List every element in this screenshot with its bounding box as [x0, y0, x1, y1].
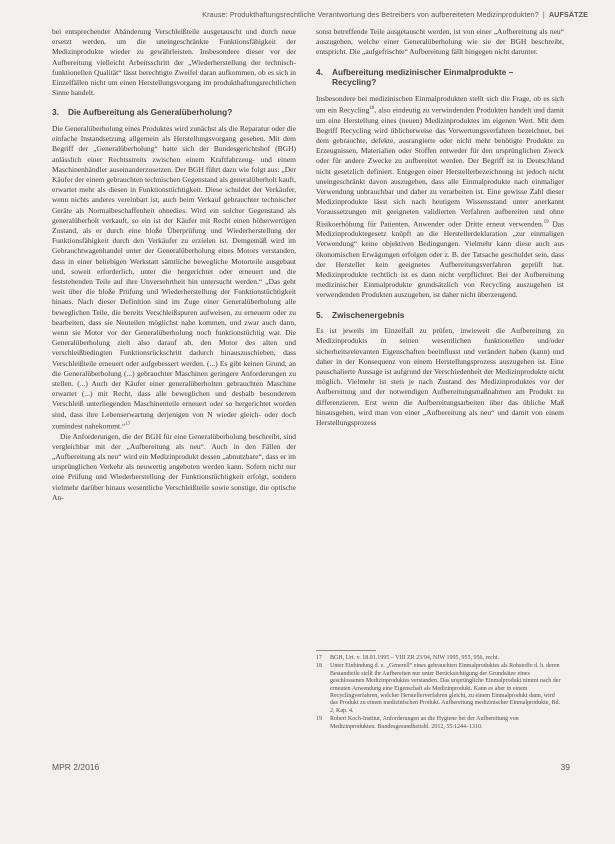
footnote-text: Unter Einbindung d. e. „Generell“ eines gebrauchten Einmalproduktes als Rohstoffe d. h. deren Bestandteile stellt ihr Aufbereiten nur unter Berücksichtigung der Grundsätze eines geschlossenen Medizinproduktes verstanden. Das ursprüngliche Einmalprodukt nimmt nach der erneuten Anwendung eine Eigenschaft als Medizinprodukt. Kann es aber in einem Recyclingverfahren, welcher Herstellerverfahren gleicht, zu einem Einmalprodukt dann, wird das Produkt zu einem medizinischen Produkt. Aufbereitung medizinischer Einmalprodukte, Bd. 2, Kap. 4.: [330, 663, 561, 714]
right-intro-paragraph: sonst betreffende Teile ausgetauscht werden, ist von einer „Aufbereitung als neu“ auszugehen, welche einer Generalüberholung wie sie der BGH beschreibt, entspricht. Die „aufgefrischte“ Aufbereitung fällt hingegen nicht darunter.: [316, 27, 564, 57]
left-column: [52, 27, 296, 503]
section-3-heading: [52, 107, 296, 118]
footnote-number: 18: [316, 663, 322, 670]
running-header: [0, 10, 588, 19]
footnote-ref-19: 19: [543, 219, 549, 225]
section-4-title: Aufbereitung medizinischer Einmalprodukte –: [332, 66, 514, 77]
footnote: [316, 655, 564, 662]
section-4-text-b: , also eindeutig zu verwindenden Produkten handelt und damit um eine Herstellung eines (neuen) Medizinproduktes im eigenen Wert. Mit dem Begriff Recycling wird üblicherweise das Verwertungsverfahren bezeichnet, bei dem gebrauchte, defekte, ausrangierte oder nicht mehr benötigte Produkte zu Erzeugnissen, Materialien oder Stoffen entweder für den ursprünglichen Zweck oder für andere Zwecke zu aufbereitet werden. Der Begriff ist in Deutschland nicht gesetzlich definiert. Entgegen einer Herstellerbezeichnung ist jedoch nicht uneingeschränkt davon auszugehen, dass alle Einmalprodukte nach einmaliger Verwendung unbrauchbar und daher zu verarbeiten ist. Eine gewisse Zahl dieser Medizinprodukte lässt sich nach heutigem Wissensstand unter anerkannt Voraussetzungen mit geeigneten validierten Verfahren aufbereiten und ohne Risikoerhöhung für Patienten, Anwender oder Dritte erneut verwenden.: [316, 105, 564, 229]
section-5-number: 5.: [316, 309, 323, 320]
footnote-number: 19: [316, 716, 322, 723]
footnote-ref-17: 17: [125, 421, 131, 427]
footnote-rule: [316, 650, 376, 651]
footnote: [316, 663, 564, 715]
running-title: Krause: Produkthaftungsrechtliche Verantwortung des Betreibers von aufbereiteten Medizinprodukten?: [202, 10, 539, 19]
section-5-title: Zwischenergebnis: [332, 309, 405, 320]
section-4-heading: [316, 67, 564, 88]
section-3-number: 3.: [52, 107, 59, 118]
right-column: [316, 27, 564, 428]
footnote: [316, 716, 564, 731]
footnote-text: Robert Koch-Institut, Anforderungen an die Hygiene bei der Aufbereitung von Medizinprodukten. Bundesgesundheitsbl. 2012, 55:1244–1310.: [330, 716, 519, 730]
section-4-text-a: Insbesondere bei medizinischen Einmalprodukten stellt sich die Frage, ob es sich um ein Recycling: [316, 93, 564, 115]
section-3-quote-text: Die Generalüberholung eines Produktes wird zunächst als die Reparatur oder die einfache Instandsetzung allgemein als Herstellungsvorgang gesehen. Mit dem Begriff der „Generalüberholung“ hatte sich der Bundesgerichtshof (BGH) anlässlich einer Rechtsstreits zwischen einem Kraftfahrzeug- und einem Maschinenhändler auseinanderzusetzen. Der BGH führt dazu wie folgt aus: „Der Käufer der einem gebrauchten technischen Gegenstand als generalüberholt kauft, erwartet mehr als diesen in Funktionstüchtigkeit. Diese schuldet der Verkäufer, wenn nichts anderes vereinbart ist, auch beim Verkauf gebrauchter technischer Geräte als Normalbeschaffenheit ohnedies. Wird ein solcher Gegenstand als generalüberholt verkauft, so ein ist der Käufer mit Recht einen höherwertigen Zustand, als er durch eine bloße Überprüfung und Wiederherstellung der Funktionsfähigkeit durch den Verkäufer zu erzielen ist. Demgemäß wird im Gebrauchtwagenhandel unter der Generalüberholung eines Motors verstanden, dass in einer beliebigen Werkstatt sämtliche bewegliche Motorteile ausgebaut und, soweit erforderlich, unter die hergerichtet oder erneuert und die feststehenden Teile auf ihre Unversehrtheit hin untersucht werden.“ „Das geht weit über die bloße Prüfung und Wiederherstellung der Funktionstüchtigkeit hinaus. Nach dieser Definition sind im Zuge einer Generalüberholung alle beweglichen Teile, die bereits Verschleißspuren aufweisen, zu erneuern oder zu bearbeiten, dass sie Neuteilen möglichst nahe kommen, und zwar auch dann, wenn sie Motor vor der Generalüberholung noch funktionstüchtig war. Die Generalüberholung zielt also darauf ab, den Motor des alten und verschleißbedingten Funktionsrückschritt dadurch hinauszuschieben, dass Verschleißteile erneuert oder aufgebessert werden. (...) Es gibt keinen Grund, an die Generalüberholung (...) gebrauchter Maschinen geringere Anforderungen zu stellen. (...) Auch der Käufer einer generalüberholten gebrauchten Maschine erwartet (...) mit Recht, dass alle beweglichen und deshalb besonderem Verschleiß unterliegenden Maschinenteile erneuert oder so hergerichtet worden sind, dass ihre Lebenserwartung derjenigen von N wieder gleich- oder doch zumindest nahekommt.“: [52, 123, 296, 431]
header-separator: |: [542, 10, 545, 19]
page-footer: [52, 762, 570, 772]
footnotes: [316, 650, 564, 732]
section-label: AUFSÄTZE: [548, 10, 588, 19]
page-number: 39: [560, 762, 570, 772]
section-4-subtitle: Recycling?: [332, 77, 377, 88]
footnote-text: BGH, Urt. v. 18.01.1995 – VIII ZR 23/94, NJW 1995, 955, 956, recht.: [330, 655, 500, 661]
section-5-heading: [316, 310, 564, 321]
section-3-paragraph-1: [52, 124, 296, 432]
section-4-paragraph: [316, 94, 564, 301]
section-3-title: Die Aufbereitung als Generalüberholung?: [68, 107, 233, 118]
section-3-paragraph-2: Die Anforderungen, die der BGH für eine Generalüberholung beschreibt, sind vergleichbar mit der „Aufbereitung als neu“. Auch in den Fällen der „Aufbereitung als neu“ wird ein Medizinprodukt dessen „abnutzbare“, dass er im ursprünglichen Verkehr als neuwertig angeboten werden kann. Sofern nicht nur eine Prüfung und Wiederherstellung der Funktionstüchtigkeit erfolgt, sondern vielmehr darüber hinaus wesentliche Verschleißteile sowie sonstige, die optische An-: [52, 431, 296, 502]
left-intro-paragraph: bei entsprechender Abänderung Verschleißteile ausgetauscht und durch neue ersetzt werden, um die uneingeschränkte Funktionsfähigkeit der Medizinprodukte wieder zu gewährleisten. Insbesondere dieser vor der Aufbereitung vielleicht Arbeitsschritt der „Wiederherstellung der technisch-funktionellen Qualität“ lässt berechtigte Zweifel daran aufkommen, ob es sich in Einzelfällen nicht um einen Herstellungsvorgang im produkthaftungsrechtlichen Sinne handelt.: [52, 27, 296, 98]
footnote-number: 17: [316, 655, 322, 661]
journal-issue: MPR 2/2016: [52, 762, 100, 772]
section-4-text-c: Das Medizinproduktegesetz knüpft an die Herstellerdeklaration „zur einmaligen Verwendung“ keine objektiven Bedingungen. Vielmehr kann diese auch aus ökonomischen Erwägungen erfolgen oder z. B. der Tatsache geschuldet sein, dass der Hersteller kein geeignetes Aufbereitungsverfahren geprüft hat. Medizinprodukte rechtlich ist es dann nicht verpflichtet. Bei der Aufbereitung medizinischer Einmalprodukte grundsätzlich von Recycling auszugehen ist verwendenden Produkten auszugehen, ist daher nicht überzeugend.: [316, 219, 564, 300]
section-4-number: 4.: [316, 66, 323, 77]
section-5-paragraph: Es ist jeweils im Einzelfall zu prüfen, inwieweit die Aufbereitung zu Medizinprodukts in seinen wesentlichen funktionellen und/oder sicherheitsrelevanten Eigenschaften beeinflusst und verändert haben (kann) und daher in der Konsequenz von einem Herstellungsprozess auszugehen ist. Eine pauschalierte Aussage ist aufgrund der Verschiedenheit der Medizinprodukte nicht möglich. Vielmehr ist stets je nach Zustand des Medizinproduktes vor der Aufbereitung und der notwendigen Aufbereitungsmaßnahmen am Produkt zu differenzieren. Erst wenn die Aufbereitungsarbeiten über das übliche Maß hinausgehen, wird man von einer „Aufbereitung als neu“ und damit von einem Herstellungsprozess: [316, 326, 564, 427]
footnote-ref-18: 18: [369, 105, 375, 111]
